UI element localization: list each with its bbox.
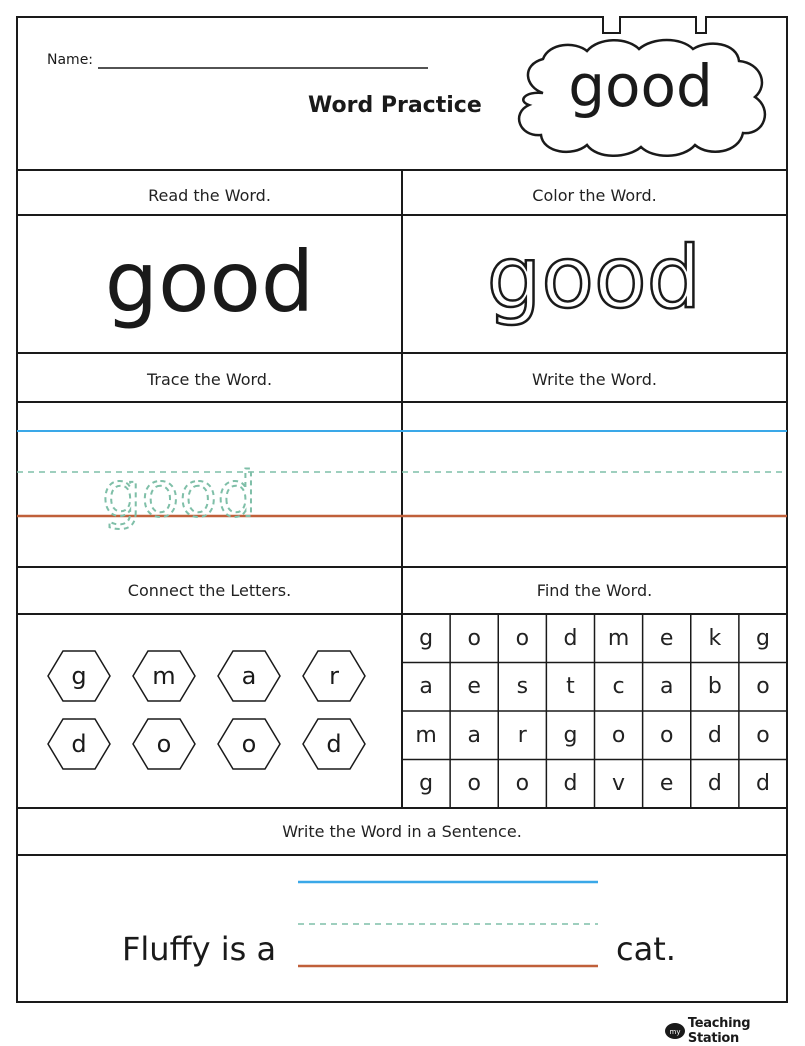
- word-search-cell[interactable]: o: [467, 625, 481, 651]
- word-search-cell[interactable]: o: [756, 674, 770, 700]
- letter-hexagon[interactable]: [302, 649, 366, 703]
- word-search-cell[interactable]: g: [563, 722, 578, 748]
- hexagon-letter: d: [71, 730, 87, 758]
- word-search-cell[interactable]: v: [612, 771, 626, 797]
- color-label: Color the Word.: [532, 186, 657, 205]
- sentence-after: cat.: [616, 930, 676, 968]
- hexagon-letter: d: [326, 730, 342, 758]
- word-search-cell[interactable]: s: [516, 674, 529, 700]
- hexagon-letter: g: [71, 662, 87, 690]
- word-search-cell[interactable]: g: [419, 771, 434, 797]
- teaching-station-logo-icon: [664, 1022, 686, 1040]
- word-search-cell[interactable]: a: [467, 722, 481, 748]
- footer-brand: Teaching Station: [687, 1016, 751, 1046]
- letter-hexagon[interactable]: [132, 649, 196, 703]
- sentence-blank[interactable]: [298, 930, 598, 968]
- word-search-cell[interactable]: d: [707, 771, 722, 797]
- word-search-cell[interactable]: g: [755, 625, 770, 651]
- word-search-cell[interactable]: a: [419, 674, 433, 700]
- hexagon-letter: m: [152, 662, 176, 690]
- word-search-cell[interactable]: e: [467, 674, 481, 700]
- word-search-cell[interactable]: t: [566, 674, 575, 700]
- word-search-cell[interactable]: g: [419, 625, 434, 651]
- page-title: Word Practice: [308, 93, 482, 118]
- read-word: good: [104, 233, 315, 331]
- word-search-cell[interactable]: o: [515, 771, 530, 797]
- word-search-cell[interactable]: e: [659, 625, 674, 651]
- word-search-cell[interactable]: a: [659, 674, 674, 700]
- connect-letters-area: [17, 614, 402, 808]
- word-search-cell[interactable]: o: [611, 722, 626, 748]
- connect-label: Connect the Letters.: [127, 581, 292, 600]
- trace-word[interactable]: [17, 402, 402, 567]
- word-search-cell[interactable]: m: [607, 625, 630, 651]
- hexagon-letter: r: [329, 662, 339, 690]
- word-search-cell[interactable]: o: [659, 722, 674, 748]
- letter-hexagon[interactable]: [47, 649, 111, 703]
- hexagon-letter: o: [241, 730, 257, 758]
- color-word-text: good: [486, 228, 702, 328]
- word-search-cell[interactable]: d: [755, 771, 770, 797]
- hexagon-letter: a: [241, 662, 257, 690]
- word-search-cell[interactable]: o: [756, 722, 770, 748]
- svg-text:my: my: [669, 1028, 681, 1036]
- name-field[interactable]: [98, 48, 428, 68]
- write-label: Write the Word.: [532, 370, 657, 389]
- letter-hexagon[interactable]: [132, 717, 196, 771]
- find-label: Find the Word.: [536, 581, 653, 600]
- sentence-label: Write the Word in a Sentence.: [282, 822, 522, 841]
- color-word-outline[interactable]: [402, 215, 787, 353]
- letter-hexagon[interactable]: [217, 717, 281, 771]
- word-search-grid: [402, 614, 787, 808]
- trace-word-text: good: [102, 458, 257, 531]
- letter-hexagon[interactable]: [217, 649, 281, 703]
- word-search-cell[interactable]: d: [563, 771, 578, 797]
- word-search-cell[interactable]: d: [563, 625, 578, 651]
- header-word: good: [568, 52, 713, 120]
- word-search-cell[interactable]: r: [517, 722, 527, 748]
- write-area[interactable]: [403, 403, 787, 566]
- letter-hexagon[interactable]: [47, 717, 111, 771]
- word-search-cell[interactable]: e: [659, 771, 674, 797]
- letter-hexagon[interactable]: [302, 717, 366, 771]
- hexagon-letter: o: [156, 730, 172, 758]
- word-search-cell[interactable]: o: [467, 771, 481, 797]
- name-label: Name:: [47, 52, 94, 68]
- read-label: Read the Word.: [148, 186, 271, 205]
- word-search-cell[interactable]: k: [708, 625, 722, 651]
- word-search-cell[interactable]: c: [612, 674, 625, 700]
- word-search-cell[interactable]: o: [515, 625, 530, 651]
- word-search-cell[interactable]: d: [707, 722, 722, 748]
- word-search-cell[interactable]: m: [415, 722, 437, 748]
- trace-label: Trace the Word.: [146, 370, 273, 389]
- sentence-before: Fluffy is a: [122, 930, 277, 968]
- word-search-cell[interactable]: b: [707, 674, 722, 700]
